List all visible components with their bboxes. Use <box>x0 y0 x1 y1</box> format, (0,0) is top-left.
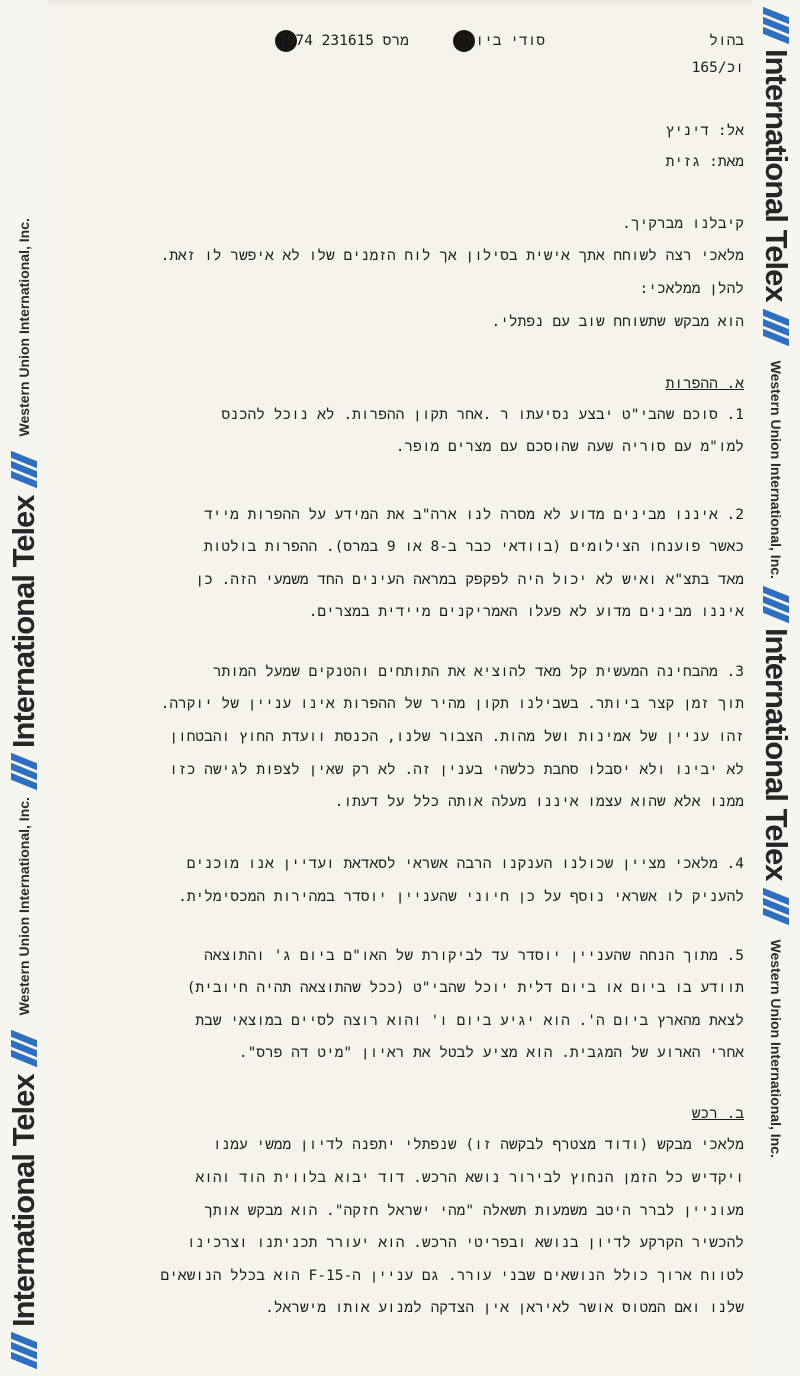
para-b1-line: מלאכי מבקש (ודוד מצטרף לבקשה זו) שנפתלי יתפנה לדיון ממשי עמנו <box>212 1137 744 1153</box>
wu-logo-icon <box>11 1337 37 1364</box>
para-a5-line: תוודע בו ביום או ביום דלית יוכל שהבי"ט (ככל שהתוצאה תהיה חיובית) <box>186 980 744 996</box>
margin-company: Western Union International, Inc. <box>16 797 32 1016</box>
telex-document <box>56 0 744 1376</box>
section-a-title: א. ההפרות <box>665 376 744 392</box>
para-a2-line: 2. איננו מבינים מדוע לא מסרה לנו ארה"ב את המידע על ההפרות מייד <box>204 507 744 523</box>
para-b1-line: מעוניין לברר היטב משמעות תשאלה "מהי ישראל חזקה". הוא מבקש אותך <box>204 1203 744 1219</box>
left-telex-margin <box>0 0 48 1376</box>
classification: סודי ביותר <box>458 33 546 49</box>
intro-line: להלן ממלאכי: <box>639 281 744 297</box>
wu-logo-icon <box>763 893 789 920</box>
para-a5-line: 5. מתוך הנחה שהעניין יוסדר עד לביקורת של האו"ם ביום ג' והתוצאה <box>204 948 744 964</box>
para-a4-line: להעניק לו אשראי נוסף על כן חיוני שהעניין יוסדר במהירות המכסימלית. <box>178 889 744 905</box>
para-a2-line: איננו מבינים מדוע לא פעלו האמריקנים מיידית במצרים. <box>308 604 744 620</box>
wu-logo-icon <box>763 591 789 618</box>
intro-line: הוא מבקש שתשוחח שוב עם נפתלי. <box>491 314 744 330</box>
left-margin-rail <box>0 0 48 1376</box>
para-a3-line: זהו עניין של אמינות ושל מהות. הצבור שלנו, הכנסת וועדת החוץ והבטחון <box>169 729 744 745</box>
right-margin-rail <box>752 0 800 1376</box>
para-a5-line: לצאת מהארץ ביום ה'. הוא יגיע ביום ו' והוא רוצה לסיים במוצאי שבת <box>195 1013 744 1029</box>
wu-logo-icon <box>11 456 37 483</box>
para-b1-line: לטווח ארוך כולל הנושאים שבני עורר. גם עניין ה-F-15 הוא בכלל הנושאים <box>160 1268 744 1284</box>
para-a1-line: למו"מ עם סוריה שעה שהוסכם עם מצרים מופר. <box>395 439 744 455</box>
margin-brand: International Telex <box>6 495 41 749</box>
section-b-title: ב. רכש <box>691 1106 744 1122</box>
para-a2-line: מאד בתצ"א ואיש לא יכול היה לפקפק במראה העינים החד משמעי הזה. כן <box>195 572 744 588</box>
margin-brand: International Telex <box>6 1074 41 1327</box>
wu-logo-icon <box>11 758 37 785</box>
margin-company: Western Union International, Inc. <box>768 939 784 1158</box>
para-a1-line: 1. סוכם שהבי"ט יבצע נסיעתו ר .אחר תקון ההפרות. לא נוכל להכנס <box>221 407 744 423</box>
wu-logo-icon <box>11 1035 37 1062</box>
priority: בהול <box>709 33 744 49</box>
para-b1-line: ויקדיש כל הזמן הנחוץ לבירור נושא הרכש. דוד יבוא בלווית הוד והוא <box>195 1170 744 1186</box>
para-b1-line: שלנו ואם המטוס אושר לאיראן אין הצדקה למנוע אותו מישראל. <box>265 1300 744 1316</box>
para-a3-line: לא יבינו ולא יסבלו סחבת כלשהי בענין זה. לא רק שאין לצפות לגישה כזו <box>169 762 744 778</box>
intro-line: מלאכי רצה לשוחח אתך אישית בסילון אך לוח הזמנים שלו לא איפשר לו זאת. <box>160 248 744 264</box>
margin-company: Western Union International, Inc. <box>16 218 32 437</box>
margin-company: Western Union International, Inc. <box>768 360 784 579</box>
para-a3-line: 3. מהבחינה המעשית קל מאד להוציא את התותחים והטנקים שמעל המותר <box>212 664 744 680</box>
wu-logo-icon <box>763 314 789 341</box>
right-telex-margin <box>752 0 800 1376</box>
intro-line: קיבלנו מברקיך. <box>622 216 744 232</box>
from-line: מאת: גזית <box>665 154 744 170</box>
wu-logo-icon <box>763 12 789 39</box>
para-a2-line: כאשר פוענחו הצילומים (בוודאי כבר ב-8 או 9 במרס). ההפרות בולטות <box>204 539 744 555</box>
para-a3-line: ממנו אלא שהוא עצמו איננו מעלה אותה כלל על דעתו. <box>334 794 744 810</box>
reference-number: וכ/165 <box>691 60 744 76</box>
para-b1-line: להכשיר הקרקע לדיון בנושא ובפריטי הרכש. הוא יעורר תכניתנו וצרכינו <box>186 1235 744 1251</box>
header-meta: 1974 מרס 231615 <box>278 33 409 49</box>
para-a4-line: 4. מלאכי מציין שכולנו הענקנו הרבה אשראי לסאדאת ועדיין אנו מוכנים <box>186 856 744 872</box>
margin-brand: International Telex <box>759 49 794 302</box>
margin-brand: International Telex <box>759 627 794 881</box>
to-line: אל: דיניץ <box>665 123 744 139</box>
para-a5-line: אחרי הארוע של המגבית. הוא מציע לבטל את ראיון "מיט דה פרס". <box>238 1045 744 1061</box>
para-a3-line: תוך זמן קצר ביותר. בשבילנו תקון מהיר של ההפרות אינו עניין של יוקרה. <box>160 696 744 712</box>
